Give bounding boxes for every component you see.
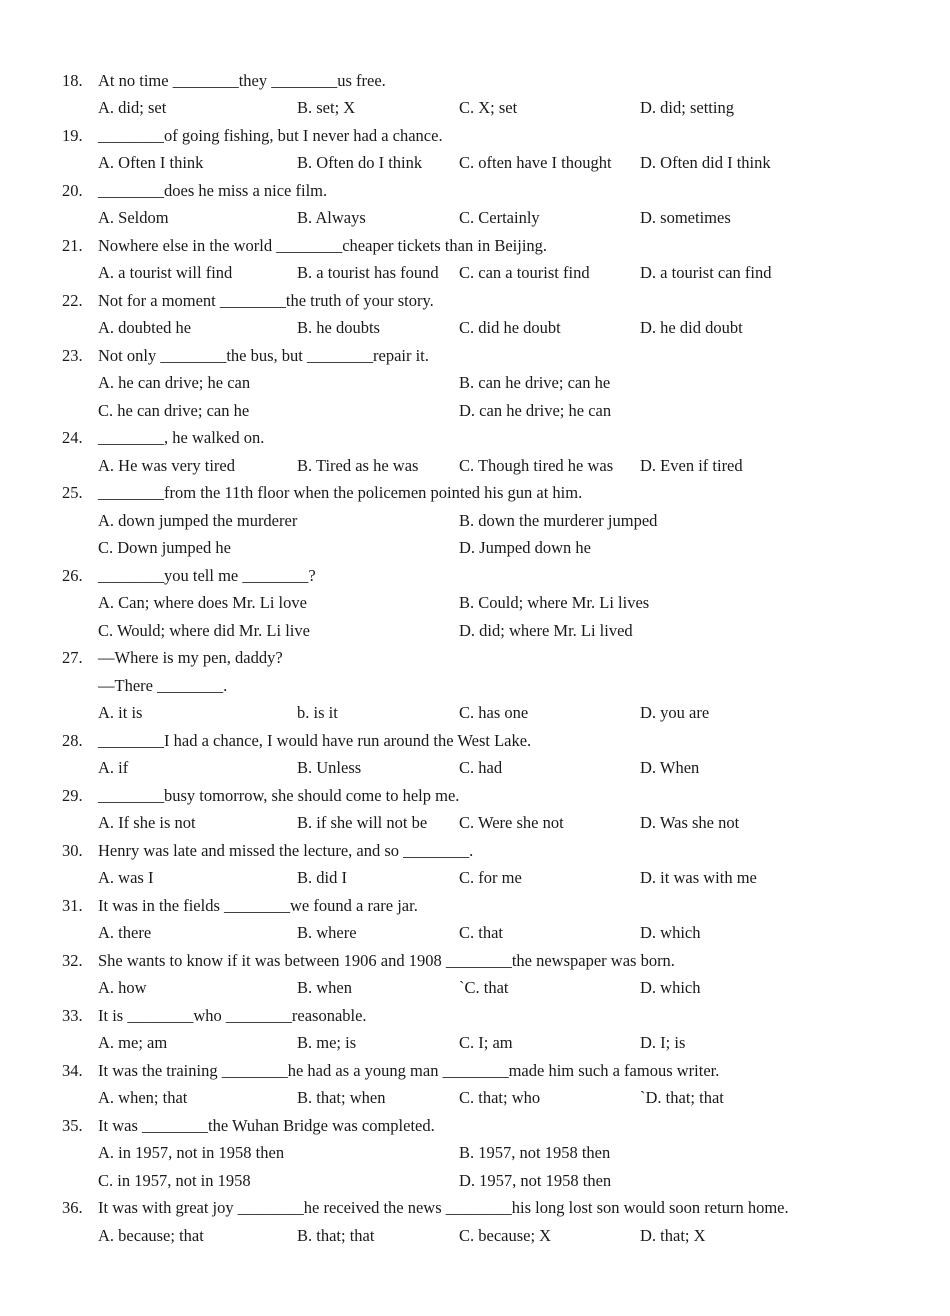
option-a: A. how	[98, 978, 147, 997]
question-number: 30.	[62, 840, 83, 860]
option-b: B. he doubts	[297, 318, 380, 337]
option-b: B. set; X	[297, 98, 356, 117]
option-c: C. in 1957, not in 1958	[98, 1170, 251, 1190]
option-a: A. because; that	[98, 1225, 204, 1245]
option-d: D. can he drive; he can	[459, 400, 612, 420]
question-stem-line	[0, 1002, 950, 1030]
option-a: A. Can; where does Mr. Li love	[98, 593, 307, 612]
question-stem-line	[0, 342, 950, 370]
option-d: D. which	[640, 978, 701, 997]
option-b: B. can he drive; can he	[459, 373, 611, 392]
option-d: D. which	[640, 923, 701, 942]
options-line	[0, 1167, 950, 1195]
question-stem-reply: —There ________.	[98, 675, 228, 695]
options-line	[0, 809, 950, 837]
option-c: C. for me	[459, 868, 522, 887]
question-stem: Henry was late and missed the lecture, and so ________.	[98, 840, 474, 860]
question-number: 35.	[62, 1115, 83, 1135]
question-stem: Not only ________the bus, but ________repair it.	[98, 345, 429, 365]
option-a: A. it is	[98, 703, 143, 722]
option-d: D. he did doubt	[640, 318, 743, 337]
option-b: B. me; is	[297, 1033, 357, 1052]
option-a: A. was I	[98, 868, 154, 887]
options-line	[0, 1084, 950, 1112]
question-stem-line	[0, 177, 950, 205]
question-stem-line	[0, 782, 950, 810]
question-stem: It was in the fields ________we found a rare jar.	[98, 895, 418, 915]
options-line	[0, 617, 950, 645]
option-d: D. did; where Mr. Li lived	[459, 620, 633, 640]
option-b: B. that; when	[297, 1088, 386, 1107]
option-b: B. Often do I think	[297, 153, 423, 172]
option-a: A. he can drive; he can	[98, 373, 251, 392]
option-c: C. that	[459, 923, 503, 942]
options-line	[0, 507, 950, 535]
question-number: 21.	[62, 235, 83, 255]
question-stem: —Where is my pen, daddy?	[98, 648, 283, 667]
question-stem-line	[0, 837, 950, 865]
options-line	[0, 864, 950, 892]
option-a: A. down jumped the murderer	[98, 510, 298, 530]
question-number: 18.	[62, 70, 83, 90]
option-b: B. 1957, not 1958 then	[459, 1143, 611, 1162]
option-b: B. Tired as he was	[297, 455, 419, 475]
option-d: D. Jumped down he	[459, 538, 591, 557]
option-b: B. where	[297, 923, 357, 942]
question-number: 31.	[62, 895, 83, 915]
question-number: 32.	[62, 950, 83, 970]
option-b: B. Always	[297, 208, 366, 227]
question-stem: ________, he walked on.	[98, 428, 265, 447]
option-d: D. 1957, not 1958 then	[459, 1170, 612, 1190]
question-stem: It was with great joy ________he received the news ________his long lost son would soon return home.	[98, 1198, 789, 1217]
question-stem: Not for a moment ________the truth of your story.	[98, 290, 434, 310]
question-stem: It was the training ________he had as a young man ________made him such a famous writer.	[98, 1060, 720, 1080]
question-stem: ________you tell me ________?	[98, 565, 316, 585]
option-a: A. when; that	[98, 1088, 188, 1107]
question-number: 19.	[62, 125, 83, 145]
question-stem-line	[0, 287, 950, 315]
question-number: 20.	[62, 180, 83, 200]
option-c: C. can a tourist find	[459, 263, 590, 282]
options-line	[0, 397, 950, 425]
question-stem-line	[0, 1112, 950, 1140]
option-d: D. I; is	[640, 1033, 686, 1052]
option-c: C. that; who	[459, 1088, 541, 1107]
options-line	[0, 204, 950, 232]
question-stem-line	[0, 122, 950, 150]
question-stem-line	[0, 947, 950, 975]
option-a: A. there	[98, 923, 152, 942]
question-stem: ________busy tomorrow, she should come to help me.	[98, 785, 460, 805]
option-b: B. Could; where Mr. Li lives	[459, 593, 650, 612]
question-stem-line	[0, 1057, 950, 1085]
option-c: C. I; am	[459, 1033, 513, 1052]
option-a: A. doubted he	[98, 318, 192, 337]
option-c: C. Though tired he was	[459, 455, 614, 475]
option-b: B. a tourist has found	[297, 263, 439, 282]
option-d: D. did; setting	[640, 98, 734, 117]
option-d: D. Was she not	[640, 813, 740, 832]
question-stem-line	[0, 727, 950, 755]
question-number: 36.	[62, 1198, 83, 1217]
options-line	[0, 1139, 950, 1167]
question-stem-line	[0, 672, 950, 700]
option-d: D. Often did I think	[640, 153, 771, 172]
question-stem: ________of going fishing, but I never had a chance.	[98, 125, 443, 145]
option-d: D. a tourist can find	[640, 263, 772, 282]
option-c: C. Certainly	[459, 208, 540, 227]
option-a: A. in 1957, not in 1958 then	[98, 1143, 285, 1162]
option-c: C. Down jumped he	[98, 538, 231, 557]
question-number: 28.	[62, 730, 83, 750]
options-line	[0, 259, 950, 287]
option-c: `C. that	[459, 978, 509, 997]
option-a: A. He was very tired	[98, 455, 235, 475]
question-number: 24.	[62, 428, 83, 447]
options-line	[0, 94, 950, 122]
option-a: A. did; set	[98, 98, 167, 117]
options-line	[0, 314, 950, 342]
question-stem-line	[0, 562, 950, 590]
option-b: B. if she will not be	[297, 813, 428, 832]
option-c: C. he can drive; can he	[98, 400, 250, 420]
option-c: C. because; X	[459, 1225, 552, 1245]
option-a: A. a tourist will find	[98, 263, 233, 282]
question-stem-line	[0, 1194, 950, 1222]
option-c: C. Would; where did Mr. Li live	[98, 620, 310, 640]
options-line	[0, 589, 950, 617]
question-number: 23.	[62, 345, 83, 365]
option-c: C. Were she not	[459, 813, 564, 832]
question-number: 29.	[62, 785, 83, 805]
option-a: A. Often I think	[98, 153, 204, 172]
options-line	[0, 919, 950, 947]
question-stem: It was ________the Wuhan Bridge was completed.	[98, 1115, 435, 1135]
option-a: A. Seldom	[98, 208, 169, 227]
option-d: D. that; X	[640, 1225, 706, 1245]
options-line	[0, 1029, 950, 1057]
option-c: C. X; set	[459, 98, 518, 117]
question-stem: Nowhere else in the world ________cheaper tickets than in Beijing.	[98, 235, 548, 255]
question-stem-line	[0, 232, 950, 260]
options-line	[0, 452, 950, 480]
options-line	[0, 369, 950, 397]
question-stem-line	[0, 644, 950, 672]
question-stem-line	[0, 479, 950, 507]
option-a: A. if	[98, 758, 129, 777]
option-b: B. did I	[297, 868, 347, 887]
option-d: D. you are	[640, 703, 710, 722]
question-stem: She wants to know if it was between 1906 and 1908 ________the newspaper was born.	[98, 950, 675, 970]
question-stem: It is ________who ________reasonable.	[98, 1005, 367, 1025]
question-stem: At no time ________they ________us free.	[98, 70, 386, 90]
option-a: A. If she is not	[98, 813, 196, 832]
options-line	[0, 149, 950, 177]
option-b: B. Unless	[297, 758, 362, 777]
question-stem-line	[0, 67, 950, 95]
question-number: 33.	[62, 1005, 83, 1025]
options-line	[0, 974, 950, 1002]
options-line	[0, 534, 950, 562]
option-b: B. down the murderer jumped	[459, 510, 658, 530]
question-number: 22.	[62, 290, 83, 310]
question-stem-line	[0, 892, 950, 920]
question-stem-line	[0, 424, 950, 452]
question-number: 25.	[62, 483, 83, 502]
options-line	[0, 754, 950, 782]
option-c: C. has one	[459, 703, 529, 722]
question-stem: ________from the 11th floor when the policemen pointed his gun at him.	[98, 483, 583, 502]
option-d: D. When	[640, 758, 700, 777]
option-d: D. Even if tired	[640, 455, 743, 475]
option-c: C. often have I thought	[459, 153, 612, 172]
option-c: C. had	[459, 758, 503, 777]
options-line	[0, 699, 950, 727]
option-a: A. me; am	[98, 1033, 168, 1052]
option-d: D. it was with me	[640, 868, 757, 887]
question-number: 26.	[62, 565, 83, 585]
question-stem: ________I had a chance, I would have run around the West Lake.	[98, 730, 532, 750]
question-number: 27.	[62, 648, 83, 667]
question-number: 34.	[62, 1060, 83, 1080]
option-d: D. sometimes	[640, 208, 731, 227]
option-c: C. did he doubt	[459, 318, 561, 337]
option-b: B. that; that	[297, 1225, 375, 1245]
options-line	[0, 1222, 950, 1250]
option-b: b. is it	[297, 703, 338, 722]
option-b: B. when	[297, 978, 352, 997]
question-stem: ________does he miss a nice film.	[98, 180, 328, 200]
option-d: `D. that; that	[640, 1088, 724, 1107]
